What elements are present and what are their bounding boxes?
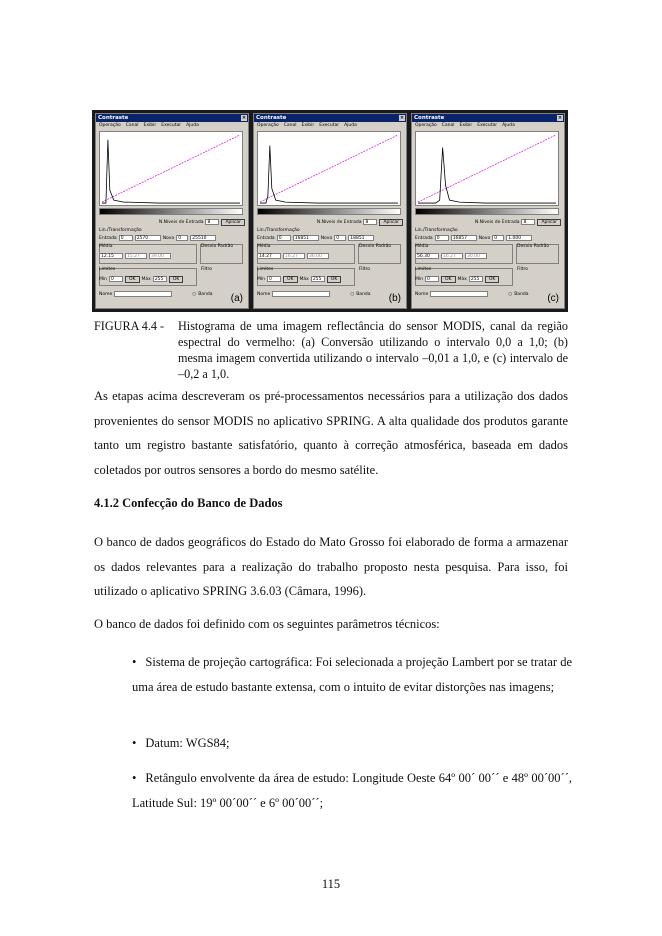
menu-item-operacao[interactable]: Operação bbox=[415, 123, 437, 128]
paragraph-3: O banco de dados foi definido com os seguintes parâmetros técnicos: bbox=[94, 617, 440, 631]
limites-values-row bbox=[415, 275, 561, 283]
nome-field[interactable] bbox=[272, 291, 330, 297]
bullet-item-bounding-box bbox=[132, 766, 572, 815]
limites-label: Limites bbox=[415, 266, 432, 272]
histogram-plot bbox=[415, 131, 559, 206]
bullet-icon: • bbox=[132, 771, 137, 785]
min-label: Mín bbox=[99, 276, 107, 282]
novo-label: Novo bbox=[478, 235, 491, 241]
min-label: Mín bbox=[415, 276, 423, 282]
paragraph-2: O banco de dados geográficos do Estado do Mato Grosso foi elaborado de forma a armazenar os dados relevantes para a realização do trabalho proposto nesta pesquisa. Para isso, foi utilizado o aplicativo SPRING 3.6.03 (Câmara, 1996). bbox=[94, 535, 568, 598]
apply-button[interactable]: Aplicar bbox=[221, 219, 245, 226]
menu-item-executar[interactable]: Executar bbox=[477, 123, 498, 128]
limites-header-row bbox=[415, 265, 561, 273]
media-field[interactable]: 12.15 bbox=[99, 253, 123, 259]
limites-header-row bbox=[257, 265, 403, 273]
levels-row bbox=[257, 218, 403, 226]
operation-row bbox=[99, 226, 245, 234]
close-icon[interactable]: × bbox=[241, 115, 247, 121]
menu-item-canal[interactable]: Canal bbox=[125, 123, 139, 128]
operation-label: Lin./Transformação bbox=[415, 227, 458, 233]
bullet-icon: • bbox=[132, 736, 137, 750]
novo-max-field[interactable]: 18851 bbox=[348, 235, 374, 241]
novo-field[interactable]: 0 bbox=[176, 235, 188, 241]
nome-label: Nome bbox=[99, 291, 113, 297]
close-icon[interactable]: × bbox=[399, 115, 405, 121]
entrada-row bbox=[99, 234, 245, 242]
figure-screenshots bbox=[92, 110, 568, 312]
bullet-text: Datum: WGS84; bbox=[145, 736, 230, 750]
figure-caption bbox=[94, 318, 568, 382]
operation-row bbox=[257, 226, 403, 234]
contrast-window-b bbox=[253, 113, 407, 309]
max-field[interactable]: 255 bbox=[469, 276, 483, 282]
menu-item-ajuda[interactable]: Ajuda bbox=[344, 123, 357, 128]
entrada-max-field[interactable]: 16857 bbox=[451, 235, 477, 241]
min-field[interactable]: 0 bbox=[109, 276, 123, 282]
media-third-field: 36.00 bbox=[307, 253, 329, 259]
levels-field[interactable]: 8 bbox=[205, 219, 219, 225]
panel-tag: (b) bbox=[388, 293, 401, 304]
media-values-row bbox=[415, 252, 561, 260]
limites-values-row bbox=[257, 275, 403, 283]
media-third-field: 39.00 bbox=[149, 253, 171, 259]
panel-tag: (a) bbox=[230, 293, 243, 304]
novo-max-field[interactable]: 25510 bbox=[190, 235, 216, 241]
gray-ramp bbox=[257, 208, 401, 215]
window-titlebar: Contraste × bbox=[256, 115, 405, 121]
histogram-curve bbox=[260, 146, 398, 203]
novo-field[interactable]: 0 bbox=[334, 235, 346, 241]
section-heading: 4.1.2 Confecção do Banco de Dados bbox=[94, 496, 283, 510]
media-values-row bbox=[99, 252, 245, 260]
max-label: Máx bbox=[457, 276, 467, 282]
nome-label: Nome bbox=[257, 291, 271, 297]
ok-max-button[interactable]: OK bbox=[169, 276, 184, 283]
banda-radio[interactable]: Banda bbox=[198, 291, 213, 297]
window-titlebar: Contraste × bbox=[414, 115, 563, 121]
histogram-plot bbox=[257, 131, 401, 206]
media-second-field: 15.27 bbox=[125, 253, 147, 259]
entrada-label: Entrada bbox=[257, 235, 275, 241]
max-label: Máx bbox=[299, 276, 309, 282]
levels-field[interactable]: 8 bbox=[363, 219, 377, 225]
panel-tag: (c) bbox=[547, 293, 559, 304]
media-third-field: 30.00 bbox=[465, 253, 487, 259]
histogram-curve bbox=[418, 148, 556, 203]
gray-ramp bbox=[415, 208, 559, 215]
nome-label: Nome bbox=[415, 291, 429, 297]
filtro-label: Filtro bbox=[359, 266, 371, 272]
bullet-icon: • bbox=[132, 655, 137, 669]
histogram-plot bbox=[99, 131, 243, 206]
media-second-field: 16.27 bbox=[441, 253, 463, 259]
entrada-row bbox=[257, 234, 403, 242]
window-titlebar: Contraste × bbox=[98, 115, 247, 121]
caption-label: FIGURA 4.4 - bbox=[94, 319, 165, 333]
levels-field[interactable]: 8 bbox=[521, 219, 535, 225]
max-label: Máx bbox=[141, 276, 151, 282]
novo-label: Novo bbox=[320, 235, 333, 241]
filtro-label: Filtro bbox=[201, 266, 213, 272]
menu-bar bbox=[412, 122, 564, 129]
filtro-label: Filtro bbox=[517, 266, 529, 272]
novo-field[interactable]: 0 bbox=[492, 235, 504, 241]
entrada-label: Entrada bbox=[415, 235, 433, 241]
bullet-item-datum bbox=[132, 731, 572, 756]
entrada-field[interactable]: 0 bbox=[119, 235, 133, 241]
media-field[interactable]: 14.27 bbox=[257, 253, 281, 259]
media-header-row bbox=[99, 242, 245, 250]
media-header-row bbox=[257, 242, 403, 250]
novo-max-field[interactable]: 1.000 bbox=[506, 235, 532, 241]
transfer-line bbox=[102, 135, 240, 202]
bullet-item-projection bbox=[132, 650, 572, 699]
contrast-window-a bbox=[95, 113, 249, 309]
limites-header-row bbox=[99, 265, 245, 273]
nome-row: Nome ○ Banda bbox=[415, 291, 529, 297]
desvio-label: Desvio Padrão bbox=[359, 243, 392, 249]
limites-values-row bbox=[99, 275, 245, 283]
min-field[interactable]: 0 bbox=[267, 276, 281, 282]
menu-bar bbox=[254, 122, 406, 129]
novo-label: Novo bbox=[162, 235, 175, 241]
media-label: Média bbox=[415, 243, 429, 249]
entrada-row bbox=[415, 234, 561, 242]
operation-label: Lin./Transformação bbox=[257, 227, 300, 233]
desvio-label: Desvio Padrão bbox=[201, 243, 234, 249]
menu-item-canal[interactable]: Canal bbox=[441, 123, 455, 128]
nome-row: Nome ○ Banda bbox=[257, 291, 371, 297]
menu-item-operacao[interactable]: Operação bbox=[99, 123, 121, 128]
min-field[interactable]: 0 bbox=[425, 276, 439, 282]
caption-text: Histograma de uma imagem reflectância do sensor MODIS, canal da região espectral do vermelho: (a) Conversão utilizando o intervalo 0,0 a 1,0; (b) mesma imagem convertida utilizando o intervalo –0,01 a 1,0, e (c) intervalo de –0,2 a 1,0. bbox=[178, 319, 568, 381]
levels-label: N.Níveis de Entrada bbox=[474, 219, 520, 225]
limites-label: Limites bbox=[257, 266, 274, 272]
levels-label: N.Níveis de Entrada bbox=[316, 219, 362, 225]
entrada-field[interactable]: 0 bbox=[277, 235, 291, 241]
menu-item-ajuda[interactable]: Ajuda bbox=[502, 123, 515, 128]
media-second-field: 16.27 bbox=[283, 253, 305, 259]
transfer-line bbox=[260, 135, 398, 202]
media-label: Média bbox=[257, 243, 271, 249]
ok-min-button[interactable]: OK bbox=[125, 276, 140, 283]
media-values-row bbox=[257, 252, 403, 260]
apply-button[interactable]: Aplicar bbox=[379, 219, 403, 226]
ok-min-button[interactable]: OK bbox=[283, 276, 298, 283]
nome-field[interactable] bbox=[114, 291, 172, 297]
menu-item-executar[interactable]: Executar bbox=[319, 123, 340, 128]
entrada-max-field[interactable]: 2570 bbox=[135, 235, 161, 241]
menu-bar bbox=[96, 122, 248, 129]
bullet-text: Sistema de projeção cartográfica: Foi selecionada a projeção Lambert por se tratar de uma área de estudo bastante extensa, com o intuito de evitar distorções nas imagens; bbox=[132, 655, 572, 694]
operation-label: Lin./Transformação bbox=[99, 227, 142, 233]
paragraph-1: As etapas acima descreveram os pré-processamentos necessários para a utilização dos dados provenientes do sensor MODIS no aplicativo SPRING. A alta qualidade dos produtos garante tanto um registro bastante satisfatório, quanto à correção atmosférica, baseada em dados coletados por outros sensores a bordo do mesmo satélite. bbox=[94, 389, 568, 477]
levels-row bbox=[99, 218, 245, 226]
max-field[interactable]: 255 bbox=[311, 276, 325, 282]
menu-item-exibir[interactable]: Exibir bbox=[301, 123, 315, 128]
media-label: Média bbox=[99, 243, 113, 249]
nome-row: Nome ○ Banda bbox=[99, 291, 213, 297]
levels-row bbox=[415, 218, 561, 226]
ok-min-button[interactable]: OK bbox=[441, 276, 456, 283]
transfer-line bbox=[418, 135, 556, 202]
menu-item-executar[interactable]: Executar bbox=[161, 123, 182, 128]
menu-item-canal[interactable]: Canal bbox=[283, 123, 297, 128]
entrada-field[interactable]: 0 bbox=[435, 235, 449, 241]
menu-item-exibir[interactable]: Exibir bbox=[459, 123, 473, 128]
limites-label: Limites bbox=[99, 266, 116, 272]
banda-radio[interactable]: Banda bbox=[356, 291, 371, 297]
bullet-text: Retângulo envolvente da área de estudo: Longitude Oeste 64º 00´ 00´´ e 48º 00´00´´, Latitude Sul: 19º 00´00´´ e 6º 00´00´´; bbox=[132, 771, 572, 810]
min-label: Mín bbox=[257, 276, 265, 282]
media-header-row bbox=[415, 242, 561, 250]
menu-item-exibir[interactable]: Exibir bbox=[143, 123, 157, 128]
apply-button[interactable]: Aplicar bbox=[537, 219, 561, 226]
menu-item-operacao[interactable]: Operação bbox=[257, 123, 279, 128]
max-field[interactable]: 255 bbox=[153, 276, 167, 282]
levels-label: N.Níveis de Entrada bbox=[158, 219, 204, 225]
nome-field[interactable] bbox=[430, 291, 488, 297]
banda-radio[interactable]: Banda bbox=[514, 291, 529, 297]
contrast-window-c bbox=[411, 113, 565, 309]
ok-max-button[interactable]: OK bbox=[327, 276, 342, 283]
media-field[interactable]: 56.30 bbox=[415, 253, 439, 259]
page-number: 115 bbox=[321, 877, 341, 891]
desvio-label: Desvio Padrão bbox=[517, 243, 550, 249]
gray-ramp bbox=[99, 208, 243, 215]
menu-item-ajuda[interactable]: Ajuda bbox=[186, 123, 199, 128]
histogram-curve bbox=[102, 140, 240, 203]
operation-row bbox=[415, 226, 561, 234]
entrada-max-field[interactable]: 16851 bbox=[293, 235, 319, 241]
ok-max-button[interactable]: OK bbox=[485, 276, 500, 283]
entrada-label: Entrada bbox=[99, 235, 117, 241]
close-icon[interactable]: × bbox=[557, 115, 563, 121]
